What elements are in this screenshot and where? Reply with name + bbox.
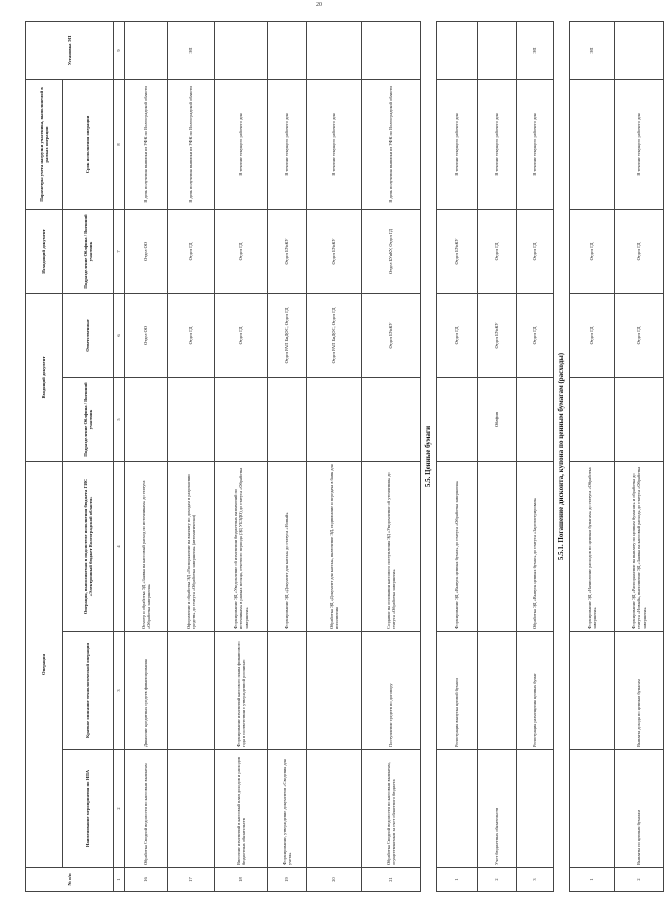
header-short-desc: Краткое описание технологической операции bbox=[63, 632, 114, 750]
short-desc-cell: Движение кредитных средств финансирования bbox=[125, 632, 168, 750]
responsible-cell: Отдел ГД bbox=[517, 293, 554, 377]
col-number: 1 bbox=[114, 868, 125, 892]
table-row bbox=[268, 21, 307, 891]
table-row bbox=[478, 21, 517, 891]
out-dept-cell: Отдел БУиКУ, Отдел ГД bbox=[362, 209, 421, 293]
header-measure-name: Наименование мероприятия по НПА bbox=[63, 750, 114, 868]
deadline-cell: В день получения выписки из УФК по Волгоградской области bbox=[125, 79, 168, 209]
measure-cell bbox=[437, 750, 478, 868]
measure-cell: Формирование, утверждение документов «Сведения для учета» bbox=[268, 750, 307, 868]
header-operations: Операция bbox=[26, 461, 63, 867]
table-row bbox=[125, 21, 168, 891]
short-desc-cell: Формирование изменений кассового плана финансового года в соответствии с утвержденной росписью bbox=[215, 632, 268, 750]
col-number: 8 bbox=[114, 79, 125, 209]
install-cell bbox=[437, 21, 478, 79]
header-source-doc: Исходящий документ bbox=[26, 209, 63, 293]
operation-cell: Оформление и обработка ЭД «Распоряжение на выплату по доходам в разрешении средств» до статуса «Обработка завершена» (автоматически) bbox=[168, 461, 215, 631]
deadline-cell: В течение текущего рабочего дня bbox=[478, 79, 517, 209]
measure-cell: Внесение изменений в кассовый план доходов и расходов бюджетных обязательств bbox=[215, 750, 268, 868]
operation-cell: Формирование ЭД «Распоряжение на выплату по ценным бумагам» и обработка до статуса «Новый», выполнение ЭД «Заявка на кассовый расход» до статуса «Обработка завершена» bbox=[615, 461, 664, 631]
responsible-cell: Отдел ОО bbox=[125, 293, 168, 377]
measure-cell: Учет бюджетных обязательств bbox=[478, 750, 517, 868]
input-dept-cell bbox=[437, 377, 478, 461]
out-dept-cell: Отдел ГД bbox=[168, 209, 215, 293]
header-input-doc: Входящий документ bbox=[26, 293, 63, 461]
install-cell: ЭП bbox=[517, 21, 554, 79]
short-desc-cell bbox=[168, 632, 215, 750]
responsible-cell: Отдел РАП БиДОС, Отдел ГД bbox=[268, 293, 307, 377]
col-number: 4 bbox=[114, 461, 125, 631]
measure-cell bbox=[517, 750, 554, 868]
responsible-cell: Отдел РАП БиДОС, Отдел ГД bbox=[307, 293, 362, 377]
header-input-dept: Подразделение Облфина / Внешний участник bbox=[63, 377, 114, 461]
install-cell bbox=[215, 21, 268, 79]
deadline-cell: В течение текущего рабочего дня bbox=[268, 79, 307, 209]
out-dept-cell: Отдел ГД bbox=[215, 209, 268, 293]
install-cell bbox=[362, 21, 421, 79]
section-heading-securities: 5.5. Ценные бумаги bbox=[421, 21, 437, 891]
operation-cell: Формирование ЭД «Документ для кассы» до статуса «Новый» bbox=[268, 461, 307, 631]
measure-cell bbox=[307, 750, 362, 868]
deadline-cell bbox=[570, 79, 615, 209]
operation-cell: Обработка ЭД «Документ для кассы», включение ЭД, подписание и передача в банк для исполнения bbox=[307, 461, 362, 631]
deadline-cell: В день получения выписки из УФК по Волгоградской области bbox=[362, 79, 421, 209]
header-out-dept: Подразделение Облфина / Внешний участник bbox=[63, 209, 114, 293]
responsible-cell: Отдел ГД bbox=[615, 293, 664, 377]
row-number: 19 bbox=[268, 868, 307, 892]
col-number: 5 bbox=[114, 377, 125, 461]
out-dept-cell: Отдел БУиКУ bbox=[307, 209, 362, 293]
short-desc-cell bbox=[268, 632, 307, 750]
row-number: 18 bbox=[215, 868, 268, 892]
header-deadline: Срок исполнения операции bbox=[63, 79, 114, 209]
measure-cell: Обработка Сводной ведомости по кассовым выплатам bbox=[125, 750, 168, 868]
short-desc-cell: Регистрация выпуска ценной бумаги bbox=[437, 632, 478, 750]
measure-cell: Выплаты по ценным бумагам bbox=[615, 750, 664, 868]
responsible-cell: Отдел ГД bbox=[215, 293, 268, 377]
col-number: 7 bbox=[114, 209, 125, 293]
input-dept-cell bbox=[615, 377, 664, 461]
row-number: 21 bbox=[362, 868, 421, 892]
row-number: 20 bbox=[307, 868, 362, 892]
table-row bbox=[168, 21, 215, 891]
install-cell: ЭП bbox=[168, 21, 215, 79]
header-install: Установка ЭП bbox=[26, 21, 114, 79]
short-desc-cell: Регистрация размещения ценных бумаг bbox=[517, 632, 554, 750]
operation-cell bbox=[478, 461, 517, 631]
out-dept-cell: Отдел ГД bbox=[570, 209, 615, 293]
responsible-cell: Отдел ГД bbox=[168, 293, 215, 377]
install-cell bbox=[615, 21, 664, 79]
table-row bbox=[215, 21, 268, 891]
deadline-cell: В день получения выписки из УФК по Волгоградской области bbox=[168, 79, 215, 209]
input-dept-cell bbox=[125, 377, 168, 461]
deadline-cell: В течение текущего рабочего дня bbox=[215, 79, 268, 209]
install-cell bbox=[125, 21, 168, 79]
input-dept-cell: Облфин bbox=[478, 377, 517, 461]
short-desc-cell bbox=[478, 632, 517, 750]
row-number: 16 bbox=[125, 868, 168, 892]
operation-cell: Формирование ЭД «Начисление расходов по ценным бумагам» до статуса «Обработка завершена» bbox=[570, 461, 615, 631]
short-desc-cell: Поступление средств по договору bbox=[362, 632, 421, 750]
responsible-cell: Отдел БУиКУ bbox=[478, 293, 517, 377]
out-dept-cell: Отдел ОО bbox=[125, 209, 168, 293]
responsible-cell: Отдел ГД bbox=[437, 293, 478, 377]
install-cell bbox=[268, 21, 307, 79]
row-number: 2 bbox=[478, 868, 517, 892]
input-dept-cell bbox=[215, 377, 268, 461]
row-number: 17 bbox=[168, 868, 215, 892]
header-params: Параметры учета нагрузки участника, выполняемой в рамках операции bbox=[26, 79, 63, 209]
short-desc-cell bbox=[307, 632, 362, 750]
install-cell bbox=[307, 21, 362, 79]
responsible-cell: Отдел ГД bbox=[570, 293, 615, 377]
col-number: 6 bbox=[114, 293, 125, 377]
operation-cell: Осмотр и обработка ЭД «Заявка на кассовый расход по источникам» до статуса «Обработка завершена» bbox=[125, 461, 168, 631]
input-dept-cell bbox=[362, 377, 421, 461]
input-dept-cell bbox=[168, 377, 215, 461]
section-heading-coupon: 5.5.1. Погашение дисконта, купона по ценным бумагам (расходы) bbox=[554, 21, 570, 891]
operation-cell: Формирование ЭД «Уведомление об изменении бюджетных назначений по источникам» в рамках месяца, отчетного периода (ЭД УБЭДО) до статуса «Обработка завершена» bbox=[215, 461, 268, 631]
table-row bbox=[615, 21, 664, 891]
operation-cell: Формирование ЭД «Выпуск ценных бумаг» до статуса «Обработка завершена» bbox=[437, 461, 478, 631]
table-row bbox=[362, 21, 421, 891]
deadline-cell: В течение текущего рабочего дня bbox=[615, 79, 664, 209]
install-cell bbox=[478, 21, 517, 79]
col-number: 9 bbox=[114, 21, 125, 79]
input-dept-cell bbox=[517, 377, 554, 461]
table-row bbox=[307, 21, 362, 891]
short-desc-cell: Выплата дохода по ценным бумагам bbox=[615, 632, 664, 750]
header-responsible: Ответственные bbox=[63, 293, 114, 377]
row-number: 3 bbox=[517, 868, 554, 892]
page-number: 20 bbox=[316, 2, 322, 8]
table-row bbox=[517, 21, 554, 891]
col-number: 3 bbox=[114, 632, 125, 750]
table-row bbox=[570, 21, 615, 891]
input-dept-cell bbox=[570, 377, 615, 461]
out-dept-cell: Отдел ГД bbox=[615, 209, 664, 293]
operation-cell: Обработка ЭД «Выпуск ценных бумаг» до статуса «Зарегистрирован» bbox=[517, 461, 554, 631]
header-operation-desc: Операция, выполняемая в подсистеме исполнения бюджета ГИС «Электронный бюджет Волгоградской области» bbox=[63, 461, 114, 631]
row-number: 2 bbox=[615, 868, 664, 892]
header-num: № п/п bbox=[26, 868, 114, 892]
out-dept-cell: Отдел ГД bbox=[517, 209, 554, 293]
out-dept-cell: Отдел БУиКУ bbox=[268, 209, 307, 293]
deadline-cell: В течение текущего рабочего дня bbox=[517, 79, 554, 209]
operation-cell: Создание на основании кассового поступления ЭД «Уведомление об уточнении» до статуса «Обработка завершена» bbox=[362, 461, 421, 631]
responsible-cell: Отдел БУиКУ bbox=[362, 293, 421, 377]
col-number: 2 bbox=[114, 750, 125, 868]
table-row bbox=[437, 21, 478, 891]
install-cell: ЭП bbox=[570, 21, 615, 79]
deadline-cell: В течение текущего рабочего дня bbox=[437, 79, 478, 209]
short-desc-cell bbox=[570, 632, 615, 750]
out-dept-cell: Отдел БУиКУ bbox=[437, 209, 478, 293]
out-dept-cell: Отдел ГД bbox=[478, 209, 517, 293]
row-number: 1 bbox=[570, 868, 615, 892]
measure-cell: Обработка Сводной ведомости по кассовым выплатам, осуществляемым за счет областного бюджета bbox=[362, 750, 421, 868]
row-number: 1 bbox=[437, 868, 478, 892]
deadline-cell: В течение текущего рабочего дня bbox=[307, 79, 362, 209]
operations-table bbox=[25, 21, 664, 892]
rotated-table-sheet bbox=[25, 22, 647, 892]
input-dept-cell bbox=[268, 377, 307, 461]
measure-cell bbox=[168, 750, 215, 868]
input-dept-cell bbox=[307, 377, 362, 461]
measure-cell bbox=[570, 750, 615, 868]
